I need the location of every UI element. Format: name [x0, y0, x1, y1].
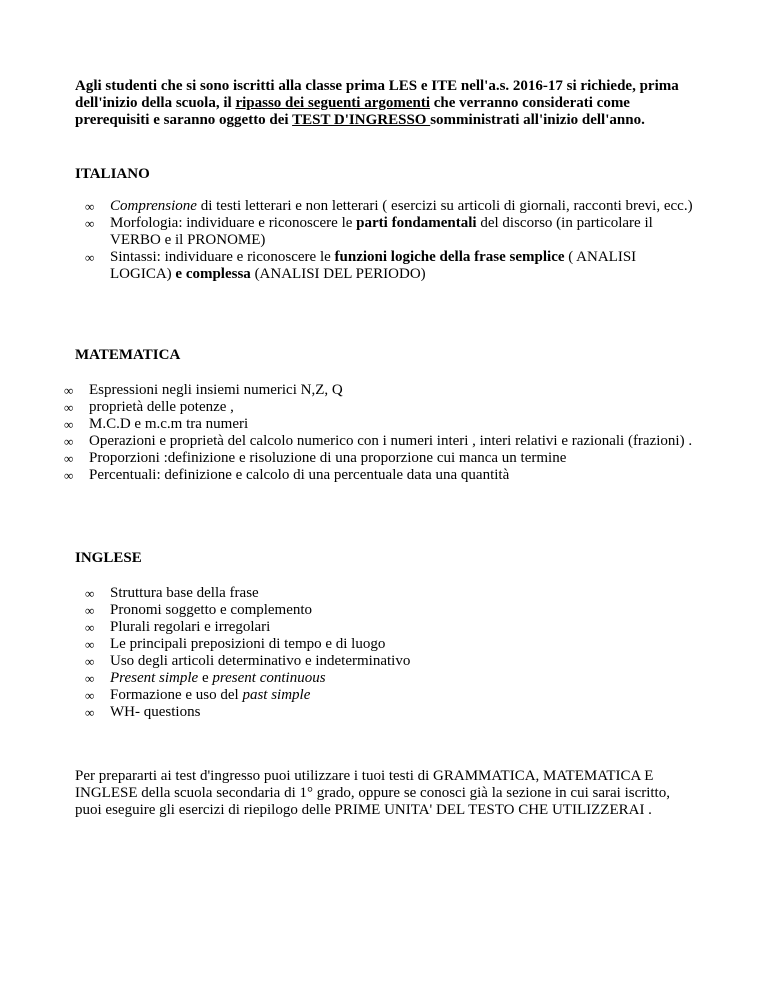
- item-text: di testi letterari e non letterari ( esercizi su articoli di giornali, racconti brevi, ecc.): [196, 198, 693, 214]
- item-text: Operazioni e proprietà del calcolo numerico con i numeri interi , interi relativi e razionali (frazioni) .: [89, 433, 693, 449]
- item-text: e: [198, 670, 213, 686]
- item-text: proprietà delle potenze ,: [89, 399, 234, 415]
- item-text-italic: past simple: [242, 687, 311, 703]
- list-item: [85, 249, 700, 283]
- list-item: [64, 433, 709, 450]
- infinity-bullet-icon: ∞: [85, 620, 95, 635]
- intro-paragraph: [75, 78, 695, 129]
- infinity-bullet-icon: ∞: [64, 383, 74, 398]
- list-item: [85, 653, 700, 670]
- item-text: Espressioni negli insiemi numerici N,Z, Q: [89, 382, 343, 398]
- infinity-bullet-icon: ∞: [85, 603, 95, 618]
- item-text-italic: Comprensione: [110, 198, 197, 214]
- heading-matematica: MATEMATICA: [75, 347, 181, 363]
- item-text: Plurali regolari e irregolari: [110, 619, 271, 635]
- item-text: Struttura base della frase: [110, 585, 259, 601]
- list-item: [64, 399, 709, 416]
- item-text-italic: Present simple: [110, 670, 199, 686]
- item-text: del discorso (in particolare il VERBO e il PRONOME): [110, 215, 653, 248]
- infinity-bullet-icon: ∞: [64, 451, 74, 466]
- list-item: [85, 198, 700, 215]
- list-item: [64, 416, 709, 433]
- closing-paragraph: Per prepararti ai test d'ingresso puoi utilizzare i tuoi testi di GRAMMATICA, MATEMATICA E INGLESE della scuola secondaria di 1° grado, oppure se conosci già la sezione in cui sarai iscritto, puoi eseguire gli esercizi di riepilogo delle PRIME UNITA' DEL TESTO CHE UTILIZZERAI .: [75, 768, 670, 818]
- item-text: Formazione e uso del: [110, 687, 243, 703]
- item-text: Sintassi: individuare e riconoscere le: [110, 249, 335, 265]
- item-text: WH- questions: [110, 704, 201, 720]
- intro-text-1: Agli studenti che si sono iscritti alla classe prima LES e ITE nell'a.s. 2016-17 si richiede, prima dell'inizio della scuola, il: [75, 78, 679, 111]
- infinity-bullet-icon: ∞: [64, 434, 74, 449]
- list-item: [85, 602, 700, 619]
- item-text: Morfologia: individuare e riconoscere le: [110, 215, 357, 231]
- infinity-bullet-icon: ∞: [64, 400, 74, 415]
- heading-italiano: ITALIANO: [75, 166, 150, 182]
- infinity-bullet-icon: ∞: [85, 654, 95, 669]
- list-item: [85, 704, 700, 721]
- list-item: [85, 636, 700, 653]
- list-item: [85, 619, 700, 636]
- item-text-italic: present continuous: [212, 670, 326, 686]
- infinity-bullet-icon: ∞: [85, 586, 95, 601]
- intro-underlined-topics: ripasso dei seguenti argomenti: [235, 95, 431, 111]
- list-item: [64, 467, 709, 484]
- inglese-list: [85, 585, 700, 721]
- list-item: [85, 687, 700, 704]
- matematica-list: [64, 382, 709, 484]
- item-text: ( ANALISI LOGICA): [110, 249, 637, 282]
- infinity-bullet-icon: ∞: [85, 199, 95, 214]
- item-text: Uso degli articoli determinativo e indeterminativo: [110, 653, 411, 669]
- item-text: Proporzioni :definizione e risoluzione di una proporzione cui manca un termine: [89, 450, 567, 466]
- infinity-bullet-icon: ∞: [85, 250, 95, 265]
- item-text: Pronomi soggetto e complemento: [110, 602, 313, 618]
- italiano-list: [85, 198, 700, 283]
- infinity-bullet-icon: ∞: [85, 671, 95, 686]
- item-text-bold: funzioni logiche della frase semplice: [334, 249, 565, 265]
- item-text-bold: parti fondamentali: [356, 215, 477, 231]
- list-item: [64, 450, 709, 467]
- list-item: [64, 382, 709, 399]
- item-text-bold: e complessa: [175, 266, 251, 282]
- list-item: [85, 215, 700, 249]
- list-item: [85, 585, 700, 602]
- heading-inglese: INGLESE: [75, 550, 142, 566]
- item-text: Le principali preposizioni di tempo e di luogo: [110, 636, 386, 652]
- infinity-bullet-icon: ∞: [85, 637, 95, 652]
- infinity-bullet-icon: ∞: [64, 417, 74, 432]
- item-text: (ANALISI DEL PERIODO): [250, 266, 426, 282]
- intro-text-2: che verranno considerati come prerequisiti e saranno oggetto dei: [75, 95, 630, 128]
- infinity-bullet-icon: ∞: [85, 705, 95, 720]
- intro-text-3: somministrati all'inizio dell'anno.: [430, 112, 645, 128]
- infinity-bullet-icon: ∞: [64, 468, 74, 483]
- item-text: M.C.D e m.c.m tra numeri: [89, 416, 249, 432]
- infinity-bullet-icon: ∞: [85, 688, 95, 703]
- infinity-bullet-icon: ∞: [85, 216, 95, 231]
- intro-underlined-test: TEST D'INGRESSO: [292, 112, 431, 128]
- item-text: Percentuali: definizione e calcolo di una percentuale data una quantità: [89, 467, 510, 483]
- list-item: [85, 670, 700, 687]
